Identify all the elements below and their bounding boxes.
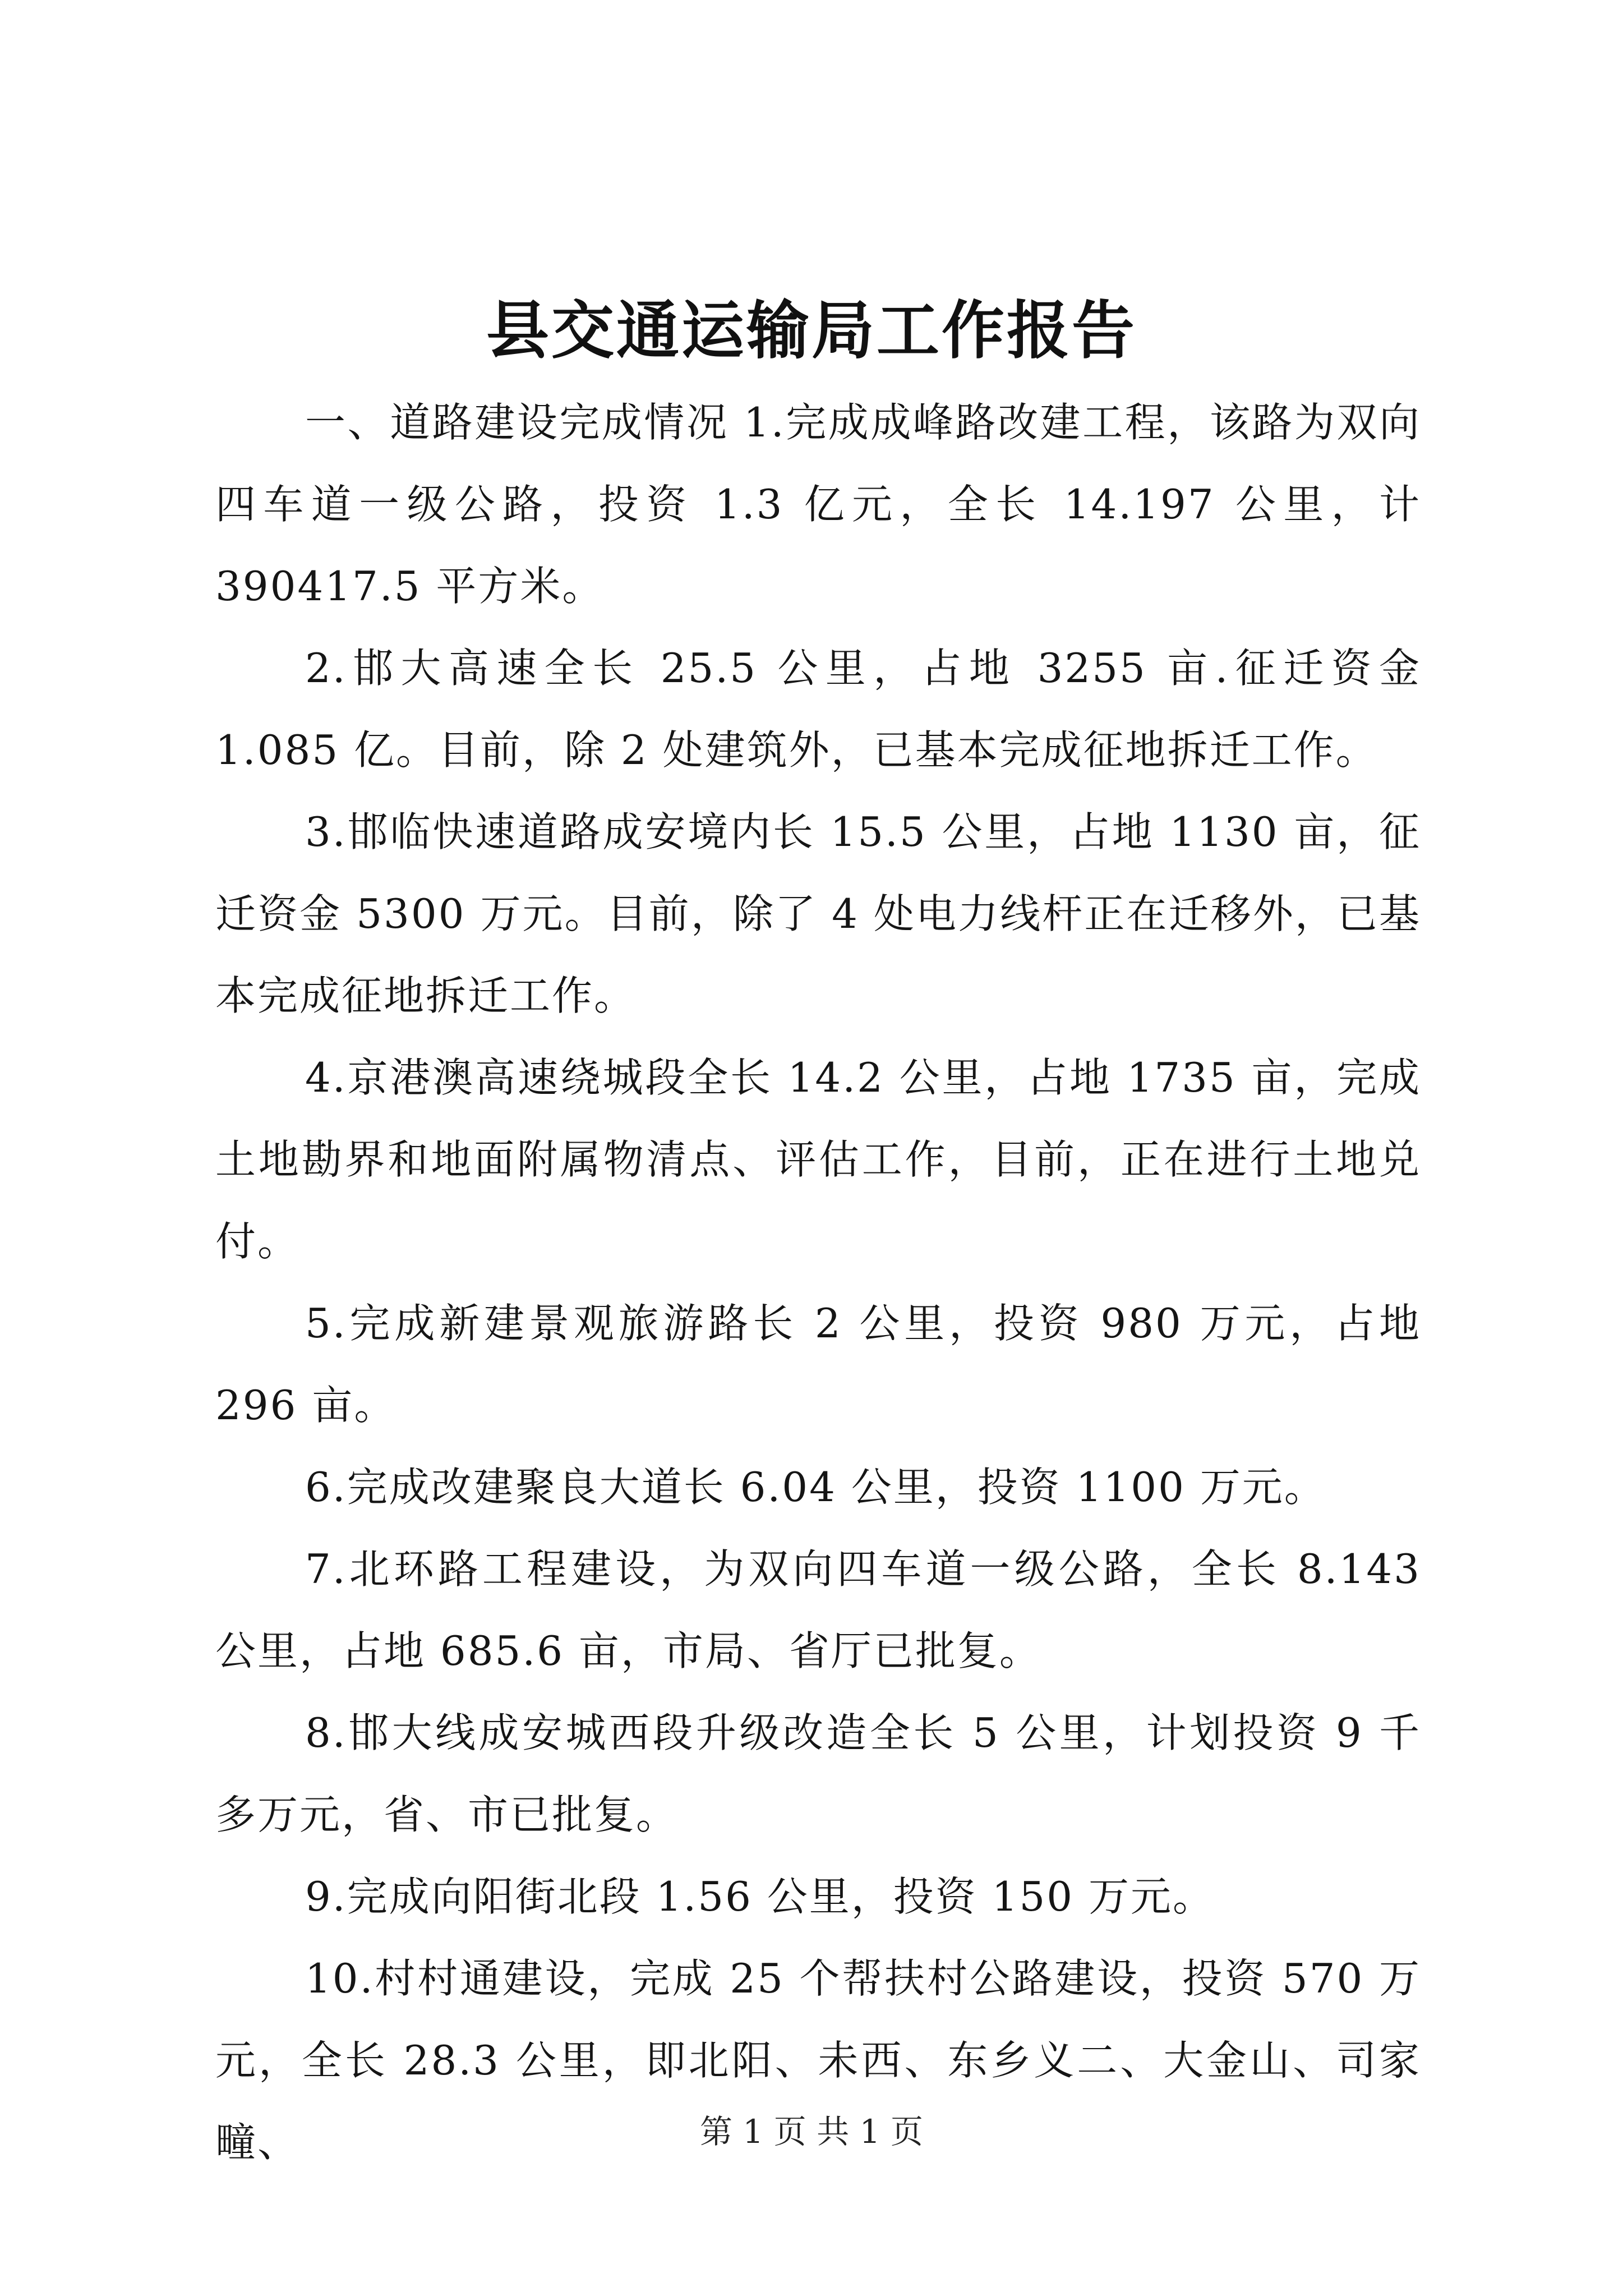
paragraph-5: 5.完成新建景观旅游路长 2 公里，投资 980 万元，占地 296 亩。 [215,1300,1421,1429]
document-body [215,381,1421,2183]
paragraph-9: 9.完成向阳街北段 1.56 公里，投资 150 万元。 [305,1873,1215,1920]
paragraph-2: 2.邯大高速全长 25.5 公里，占地 3255 亩.征迁资金 1.085 亿。目前，除 2 处建筑外，已基本完成征地拆迁工作。 [215,645,1421,774]
paragraph-6: 6.完成改建聚良大道长 6.04 公里，投资 1100 万元。 [305,1464,1326,1511]
paragraph-7: 7.北环路工程建设，为双向四车道一级公路，全长 8.143 公里，占地 685.6 亩，市局、省厅已批复。 [215,1545,1421,1674]
document-title: 县交通运输局工作报告 [486,294,1137,367]
paragraph-4: 4.京港澳高速绕城段全长 14.2 公里，占地 1735 亩，完成土地勘界和地面附属物清点、评估工作，目前，正在进行土地兑付。 [215,1054,1421,1265]
paragraph-1: 一、道路建设完成情况 1.完成成峰路改建工程，该路为双向四车道一级公路，投资 1.3 亿元，全长 14.197 公里，计 390417.5 平方米。 [215,399,1421,610]
paragraph-3: 3.邯临快速道路成安境内长 15.5 公里，占地 1130 亩，征迁资金 5300 万元。目前，除了 4 处电力线杆正在迁移外，已基本完成征地拆迁工作。 [215,808,1421,1019]
page-footer: 第 1 页 共 1 页 [700,2113,923,2151]
paragraph-10: 10.村村通建设，完成 25 个帮扶村公路建设，投资 570 万元，全长 28.3 公里，即北阳、未西、东乡义二、大金山、司家疃、 [215,1955,1421,2166]
paragraph-8: 8.邯大线成安城西段升级改造全长 5 公里，计划投资 9 千多万元，省、市已批复。 [215,1709,1421,1838]
